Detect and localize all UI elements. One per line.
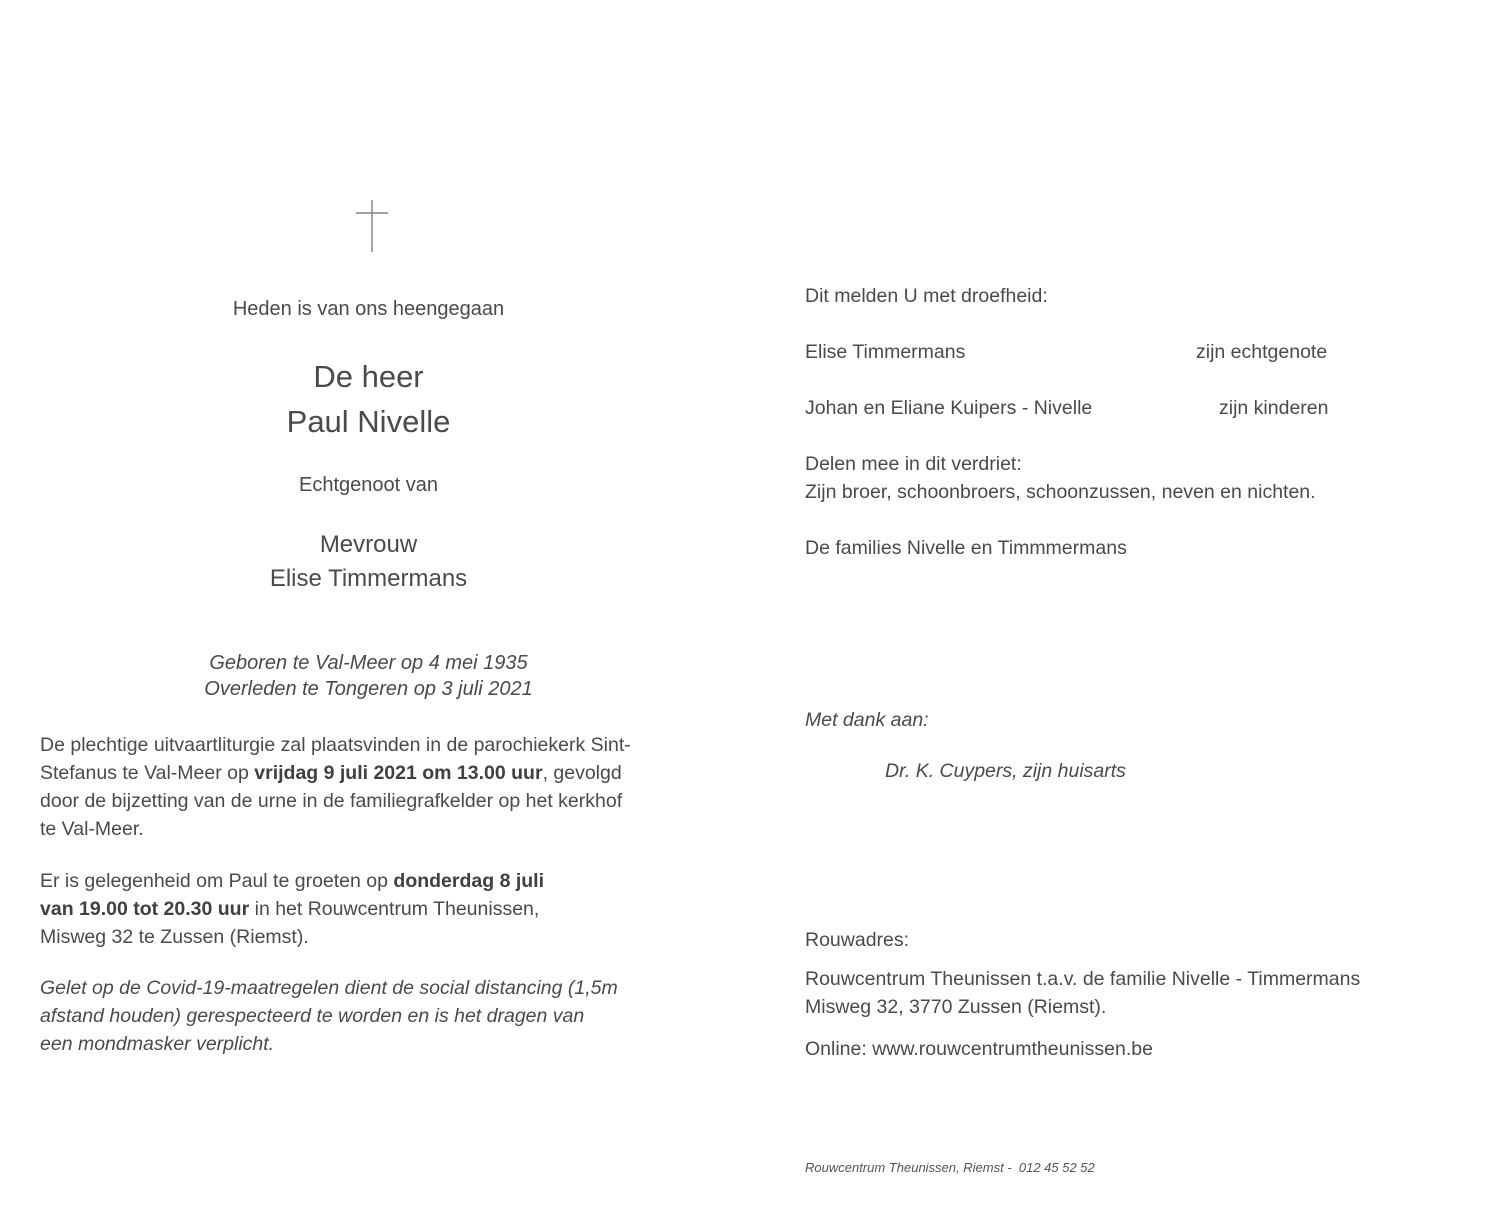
- share-label: Delen mee in dit verdriet:: [805, 453, 1022, 475]
- visit-date: donderdag 8 juli: [393, 870, 544, 892]
- thanks-name: Dr. K. Cuypers, zijn huisarts: [885, 760, 1126, 782]
- visit-paragraph: [40, 867, 600, 951]
- visit-text-2: in het Rouwcentrum Theunissen, Misweg 32 te Zussen (Riemst).: [40, 898, 540, 948]
- families-text: De families Nivelle en Timmmermans: [805, 537, 1127, 559]
- footer-text: Rouwcentrum Theunissen, Riemst - 012 45 52 52: [805, 1160, 1095, 1175]
- family-name-1: Elise Timmermans: [805, 341, 966, 363]
- visit-text-1: Er is gelegenheid om Paul te groeten op: [40, 870, 394, 892]
- funeral-text-1: De plechtige uitvaartliturgie zal plaatsvinden in de parochiekerk Sint-Stefanus te Val-Meer op: [40, 734, 631, 784]
- deceased-name: Paul Nivelle: [286, 404, 451, 439]
- covid-notice: Gelet op de Covid-19-maatregelen dient de social distancing (1,5m afstand houden) gerespecteerd te worden en is het dragen van een mondmasker verplicht.: [40, 977, 618, 1055]
- address-line-1: Rouwcentrum Theunissen t.a.v. de familie Nivelle - Timmermans: [805, 968, 1361, 990]
- spouse-title: Mevrouw: [319, 531, 418, 558]
- cross-icon: [356, 200, 388, 252]
- announce-text: Dit melden U met droefheid:: [805, 285, 1048, 307]
- address-label: Rouwadres:: [805, 929, 910, 951]
- share-text: Zijn broer, schoonbroers, schoonzussen, neven en nichten.: [805, 481, 1316, 503]
- funeral-text-2: , gevolgd door de bijzetting van de urne in de familiegrafkelder op het kerkhof te Val-Meer.: [40, 762, 623, 840]
- intro-text: Heden is van ons heengegaan: [232, 298, 505, 320]
- thanks-label: Met dank aan:: [805, 709, 929, 731]
- family-relation-2: zijn kinderen: [1219, 397, 1329, 419]
- address-line-2: Misweg 32, 3770 Zussen (Riemst).: [805, 996, 1107, 1018]
- online-link[interactable]: Online: www.rouwcentrumtheunissen.be: [805, 1038, 1153, 1060]
- funeral-paragraph: [40, 731, 640, 843]
- family-relation-1: zijn echtgenote: [1196, 341, 1328, 363]
- death-line: Overleden te Tongeren op 3 juli 2021: [204, 678, 533, 700]
- spouse-label: Echtgenoot van: [299, 474, 438, 496]
- visit-time: van 19.00 tot 20.30 uur: [40, 898, 250, 920]
- family-name-2: Johan en Eliane Kuipers - Nivelle: [805, 397, 1093, 419]
- deceased-title: De heer: [313, 359, 424, 394]
- spouse-name: Elise Timmermans: [269, 565, 468, 592]
- funeral-datetime: vrijdag 9 juli 2021 om 13.00 uur: [254, 762, 543, 784]
- birth-line: Geboren te Val-Meer op 4 mei 1935: [209, 652, 528, 674]
